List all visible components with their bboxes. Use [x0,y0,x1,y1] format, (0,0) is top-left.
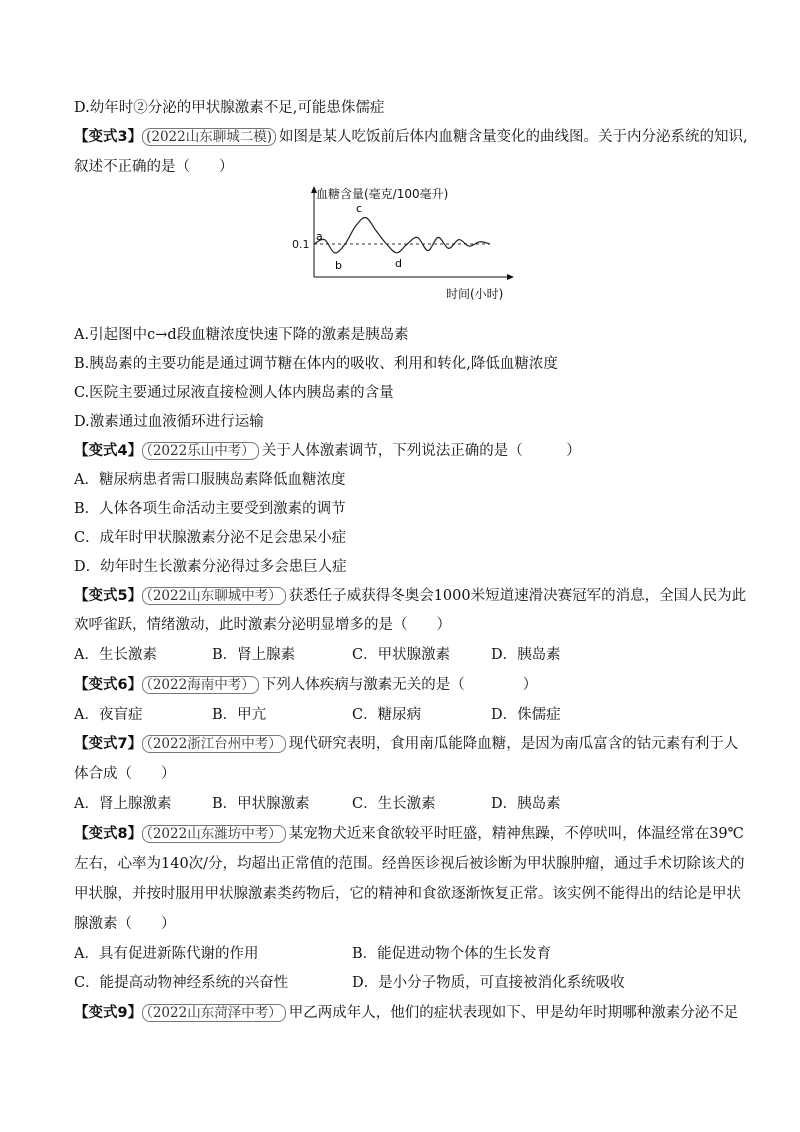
question-6-option-b: B．甲亢 [212,707,267,723]
blood-sugar-curve [314,218,490,253]
question-4-stem: 【变式4】 （2022乐山中考） 关于人体激素调节，下列说法正确的是（ ） [74,443,581,459]
point-label-a: a [316,230,323,243]
question-8-stem-line2: 左右，心率为140次/分，均超出正常值的范围。经兽医诊视后被诊断为甲状腺肿瘤，通过手术切除该犬的 [74,856,745,872]
question-4-option-d: D．幼年时生长激素分泌得过多会患巨人症 [74,559,347,575]
question-7-stem-line2: 体合成（ ） [74,766,176,782]
question-8-stem-line1: 【变式8】 （2022山东潍坊中考） 某宠物犬近来食欲较平时旺盛，精神焦躁，不停吠叫，体温经常在39℃ [74,826,744,842]
question-8-tag: 【变式8】 [74,826,143,842]
question-5-tag: 【变式5】 [74,588,143,604]
question-5-option-c: C．甲状腺激素 [352,647,451,663]
question-5-option-d: D．胰岛素 [491,647,561,663]
question-4-option-b: B．人体各项生命活动主要受到激素的调节 [74,501,346,517]
reference-value-label: 0.1 [292,238,310,251]
question-8-stem-line3: 甲状腺，并按时服用甲状腺激素类药物后，它的精神和食欲逐渐恢复正常。该实例不能得出的结论是甲状 [74,886,741,902]
question-8-option-a: A．具有促进新陈代谢的作用 [74,946,259,962]
question-7-option-b: B．甲状腺激素 [212,796,310,812]
x-axis-label: 时间(小时) [446,287,504,301]
question-7-stem-line1: 【变式7】 （2022浙江台州中考） 现代研究表明，食用南瓜能降血糖，是因为南瓜富含的钴元素有利于人 [74,736,739,752]
question-7-tag: 【变式7】 [74,736,143,752]
question-3-source: (2022山东聊城二模) [142,128,276,146]
point-label-b: b [335,259,342,272]
question-6-option-a: A．夜盲症 [74,707,143,723]
question-5-stem-line1: 【变式5】 （2022山东聊城中考） 获悉任子威获得冬奥会1000米短道速滑决赛冠军的消息，全国人民为此 [74,588,747,604]
question-8-option-d: D．是小分子物质，可直接被消化系统吸收 [352,975,625,991]
question-7-option-c: C．生长激素 [352,796,436,812]
option-d-previous: D.幼年时②分泌的甲状腺激素不足,可能患侏儒症 [74,100,385,116]
point-label-d: d [395,257,402,270]
question-8-source: （2022山东潍坊中考） [142,825,286,843]
question-9-tag: 【变式9】 [74,1005,143,1021]
question-3-option-c: C.医院主要通过尿液直接检测人体内胰岛素的含量 [74,385,394,401]
x-axis-arrow [507,274,514,280]
question-4-option-a: A．糖尿病患者需口服胰岛素降低血糖浓度 [74,472,346,488]
question-6-tag: 【变式6】 [74,677,143,693]
question-8-option-c: C．能提高动物神经系统的兴奋性 [74,975,289,991]
question-8-stem-line4: 腺激素（ ） [74,916,176,932]
question-3-option-b: B.胰岛素的主要功能是通过调节糖在体内的吸收、利用和转化,降低血糖浓度 [74,356,558,372]
question-6-option-c: C．糖尿病 [352,707,422,723]
question-3-option-d: D.激素通过血液循环进行运输 [74,414,264,430]
question-5-stem-line2: 欢呼雀跃，情绪激动，此时激素分泌明显增多的是（ ） [74,617,451,633]
question-8-option-b: B．能促进动物个体的生长发育 [352,946,552,962]
question-5-option-a: A．生长激素 [74,647,157,663]
question-5-source: （2022山东聊城中考） [142,587,286,605]
question-5-option-b: B．肾上腺素 [212,647,296,663]
question-9-source: （2022山东菏泽中考） [142,1004,286,1022]
question-6-option-d: D．侏儒症 [491,707,561,723]
question-7-source: （2022浙江台州中考） [142,735,286,753]
question-6-stem: 【变式6】 （2022海南中考） 下列人体疾病与激素无关的是（ ） [74,677,538,693]
point-label-c: c [356,202,363,215]
question-3-stem: 如图是某人吃饭前后体内血糖含量变化的曲线图。关于内分泌系统的知识, [278,129,748,145]
y-axis-label: 血糖含量(毫克/100毫升) [316,187,449,201]
question-3-option-a: A.引起图中c→d段血糖浓度快速下降的激素是胰岛素 [74,327,409,343]
question-7-option-a: A．肾上腺激素 [74,796,172,812]
question-3-tag: 【变式3】 [74,129,143,145]
question-3-stem-line1 [74,127,748,147]
question-6-source: （2022海南中考） [142,676,259,694]
question-3-stem-line2: 叙述不正确的是（ ） [74,159,234,175]
question-4-tag: 【变式4】 [74,443,143,459]
question-7-option-d: D．胰岛素 [491,796,561,812]
question-9-stem: 【变式9】 （2022山东菏泽中考） 甲乙两成年人，他们的症状表现如下、甲是幼年时期哪种激素分泌不足 [74,1005,739,1021]
question-4-source: （2022乐山中考） [142,442,259,460]
blood-sugar-chart [282,178,522,306]
question-4-option-c: C．成年时甲状腺激素分泌不足会患呆小症 [74,530,347,546]
